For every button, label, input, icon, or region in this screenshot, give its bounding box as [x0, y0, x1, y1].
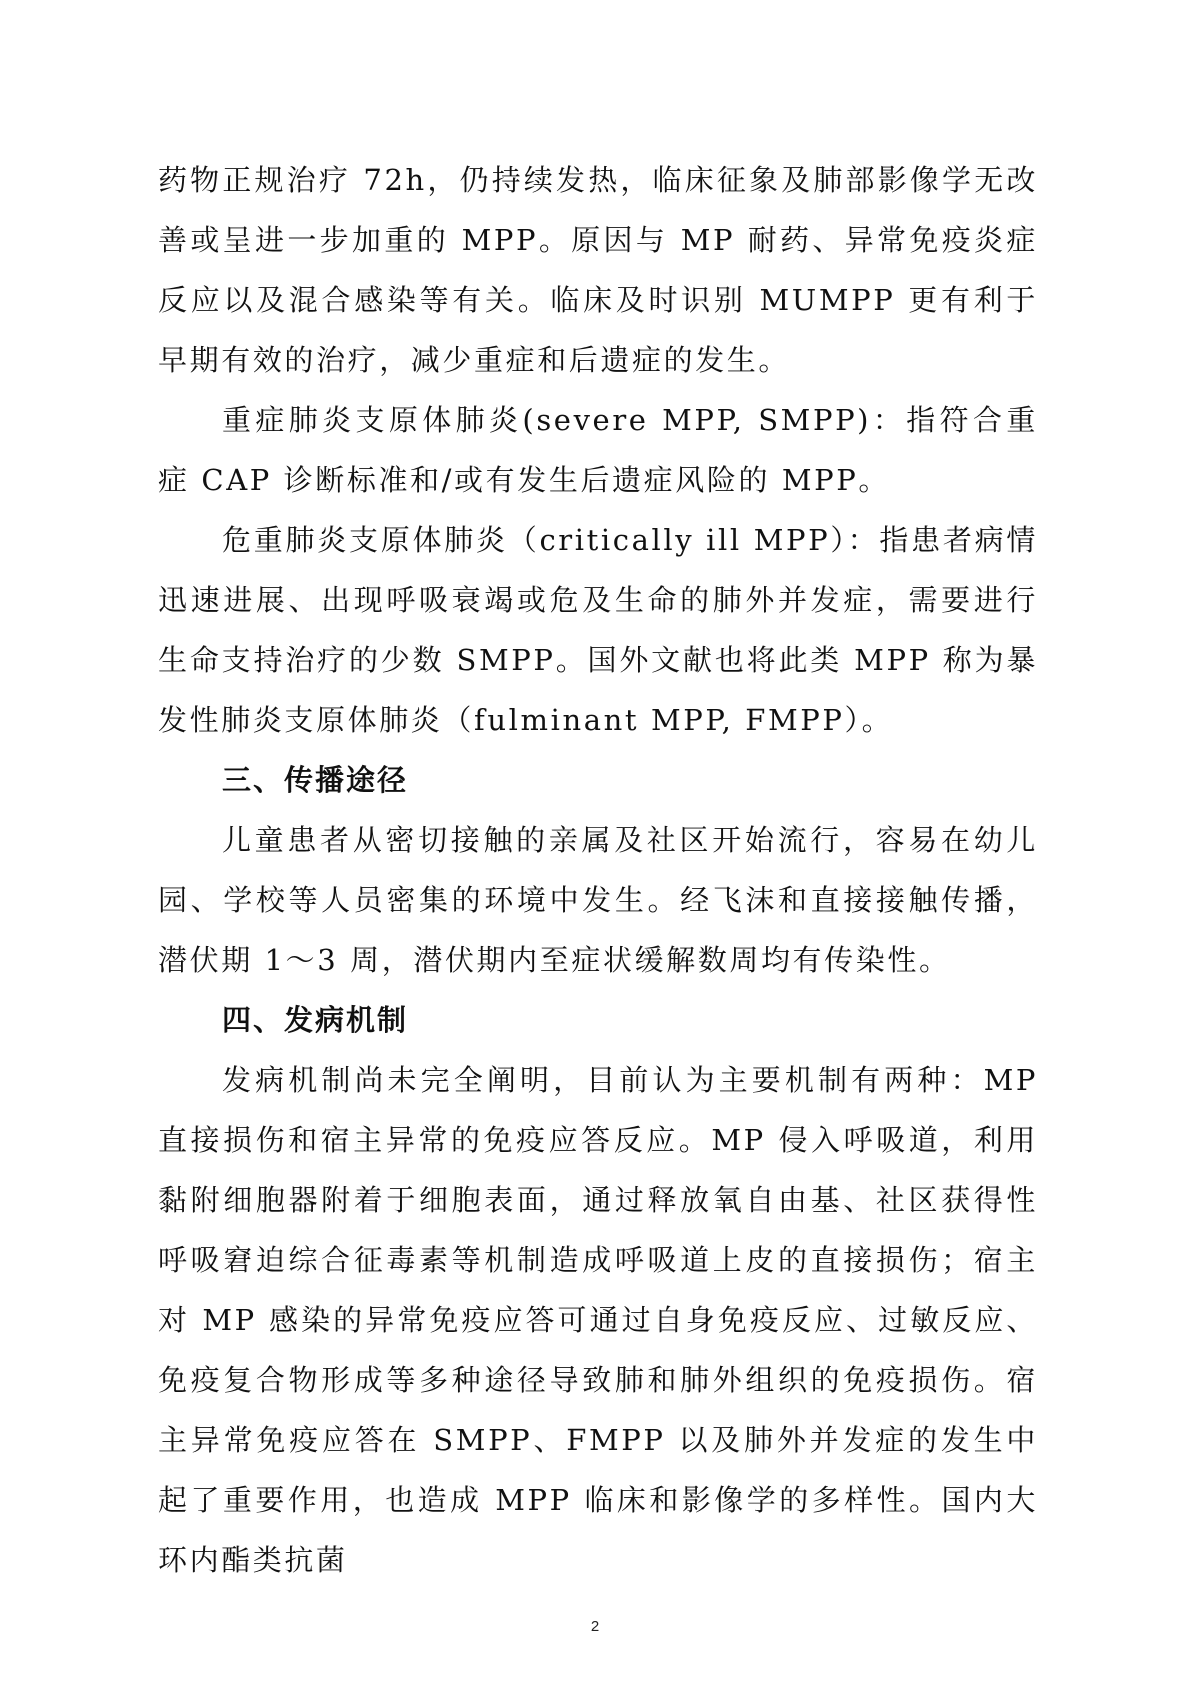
document-body	[158, 150, 1038, 1590]
paragraph-critically-ill-mpp-definition: 危重肺炎支原体肺炎（critically ill MPP）：指患者病情迅速进展、出现呼吸衰竭或危及生命的肺外并发症，需要进行生命支持治疗的少数 SMPP。国外文献也将此类 MPP 称为暴发性肺炎支原体肺炎（fulminant MPP, FMPP）。	[158, 523, 1038, 737]
section-heading-transmission: 三、传播途径	[222, 763, 409, 797]
paragraph-smpp-definition: 重症肺炎支原体肺炎(severe MPP, SMPP)：指符合重症 CAP 诊断标准和/或有发生后遗症风险的 MPP。	[158, 403, 1038, 497]
paragraph-pathogenesis: 发病机制尚未完全阐明，目前认为主要机制有两种：MP 直接损伤和宿主异常的免疫应答反应。MP 侵入呼吸道，利用黏附细胞器附着于细胞表面，通过释放氧自由基、社区获得性呼吸窘迫综合征毒素等机制造成呼吸道上皮的直接损伤；宿主对 MP 感染的异常免疫应答可通过自身免疫反应、过敏反应、免疫复合物形成等多种途径导致肺和肺外组织的免疫损伤。宿主异常免疫应答在 SMPP、FMPP 以及肺外并发症的发生中起了重要作用，也造成 MPP 临床和影像学的多样性。国内大环内酯类抗菌	[158, 1063, 1038, 1577]
paragraph-transmission: 儿童患者从密切接触的亲属及社区开始流行，容易在幼儿园、学校等人员密集的环境中发生。经飞沫和直接接触传播，潜伏期 1～3 周，潜伏期内至症状缓解数周均有传染性。	[158, 823, 1038, 977]
page-number: 2	[590, 1618, 600, 1635]
section-heading-pathogenesis: 四、发病机制	[222, 1003, 409, 1037]
paragraph-mumpp-continued: 药物正规治疗 72h，仍持续发热，临床征象及肺部影像学无改善或呈进一步加重的 MPP。原因与 MP 耐药、异常免疫炎症反应以及混合感染等有关。临床及时识别 MUMPP 更有利于早期有效的治疗，减少重症和后遗症的发生。	[158, 163, 1038, 377]
